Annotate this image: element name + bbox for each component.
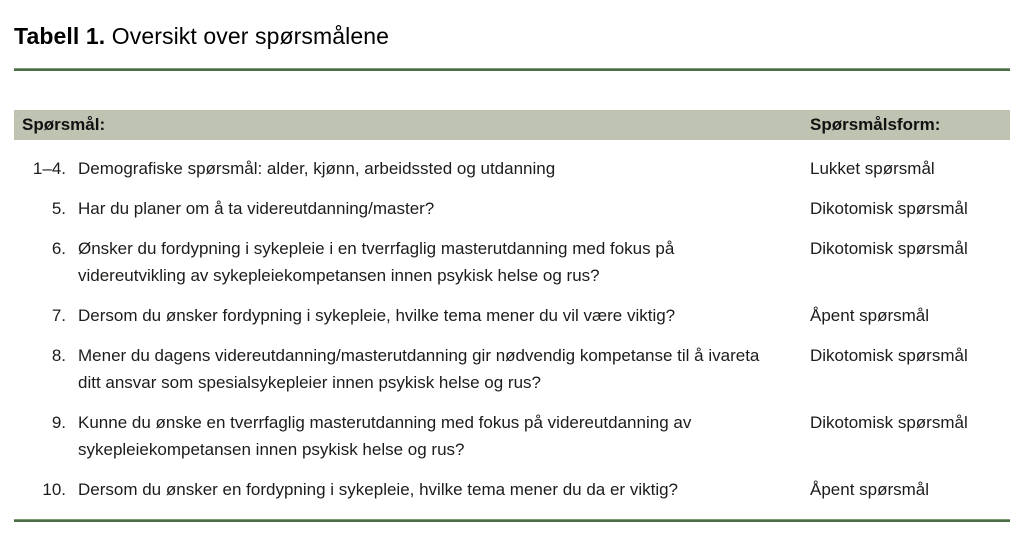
row-question: Kunne du ønske en tverrfaglig masterutdanning med fokus på videreutdanning av sykepleiekompetansen innen psykisk helse og rus? — [78, 413, 692, 459]
row-question: Har du planer om å ta videreutdanning/master? — [78, 199, 435, 218]
table-row — [14, 476, 1010, 503]
row-question-form: Dikotomisk spørsmål — [810, 413, 968, 432]
row-question: Demografiske spørsmål: alder, kjønn, arbeidssted og utdanning — [78, 159, 556, 178]
table-row — [14, 235, 1010, 289]
row-question: Dersom du ønsker en fordypning i sykepleie, hvilke tema mener du da er viktig? — [78, 480, 679, 499]
row-number: 1–4. — [32, 159, 66, 178]
row-question: Dersom du ønsker fordypning i sykepleie, hvilke tema mener du vil være viktig? — [78, 306, 676, 325]
table-row — [14, 342, 1010, 396]
row-number: 8. — [51, 346, 66, 365]
row-question: Mener du dagens videreutdanning/masterutdanning gir nødvendig kompetanse til å ivareta ditt ansvar som spesialsykepleier innen psykisk helse og rus? — [78, 346, 760, 392]
row-question-form: Åpent spørsmål — [810, 306, 930, 325]
row-number: 7. — [51, 306, 66, 325]
table-header-row — [14, 110, 1010, 140]
row-question-form: Dikotomisk spørsmål — [810, 239, 968, 258]
table-body — [14, 155, 1010, 503]
table-title-label: Tabell 1. — [14, 23, 106, 49]
row-number: 6. — [51, 239, 66, 258]
row-question-form: Lukket spørsmål — [810, 159, 935, 178]
column-header-form: Spørsmålsform: — [810, 115, 941, 134]
row-question-form: Dikotomisk spørsmål — [810, 199, 968, 218]
table-row — [14, 302, 1010, 329]
row-question: Ønsker du fordypning i sykepleie i en tverrfaglig masterutdanning med fokus på videreutvikling av sykepleiekompetansen innen psykisk helse og rus? — [78, 239, 675, 285]
table-title — [14, 0, 1010, 51]
row-question-form: Dikotomisk spørsmål — [810, 346, 968, 365]
row-number: 5. — [51, 199, 66, 218]
row-question-form: Åpent spørsmål — [810, 480, 930, 499]
bottom-rule — [14, 519, 1010, 522]
column-header-question: Spørsmål: — [22, 115, 106, 134]
table-title-text: Oversikt over spørsmålene — [105, 23, 390, 49]
row-number: 10. — [42, 480, 66, 499]
table-row — [14, 155, 1010, 182]
row-number: 9. — [51, 413, 66, 432]
table-row — [14, 195, 1010, 222]
top-rule — [14, 68, 1010, 71]
table-row — [14, 409, 1010, 463]
